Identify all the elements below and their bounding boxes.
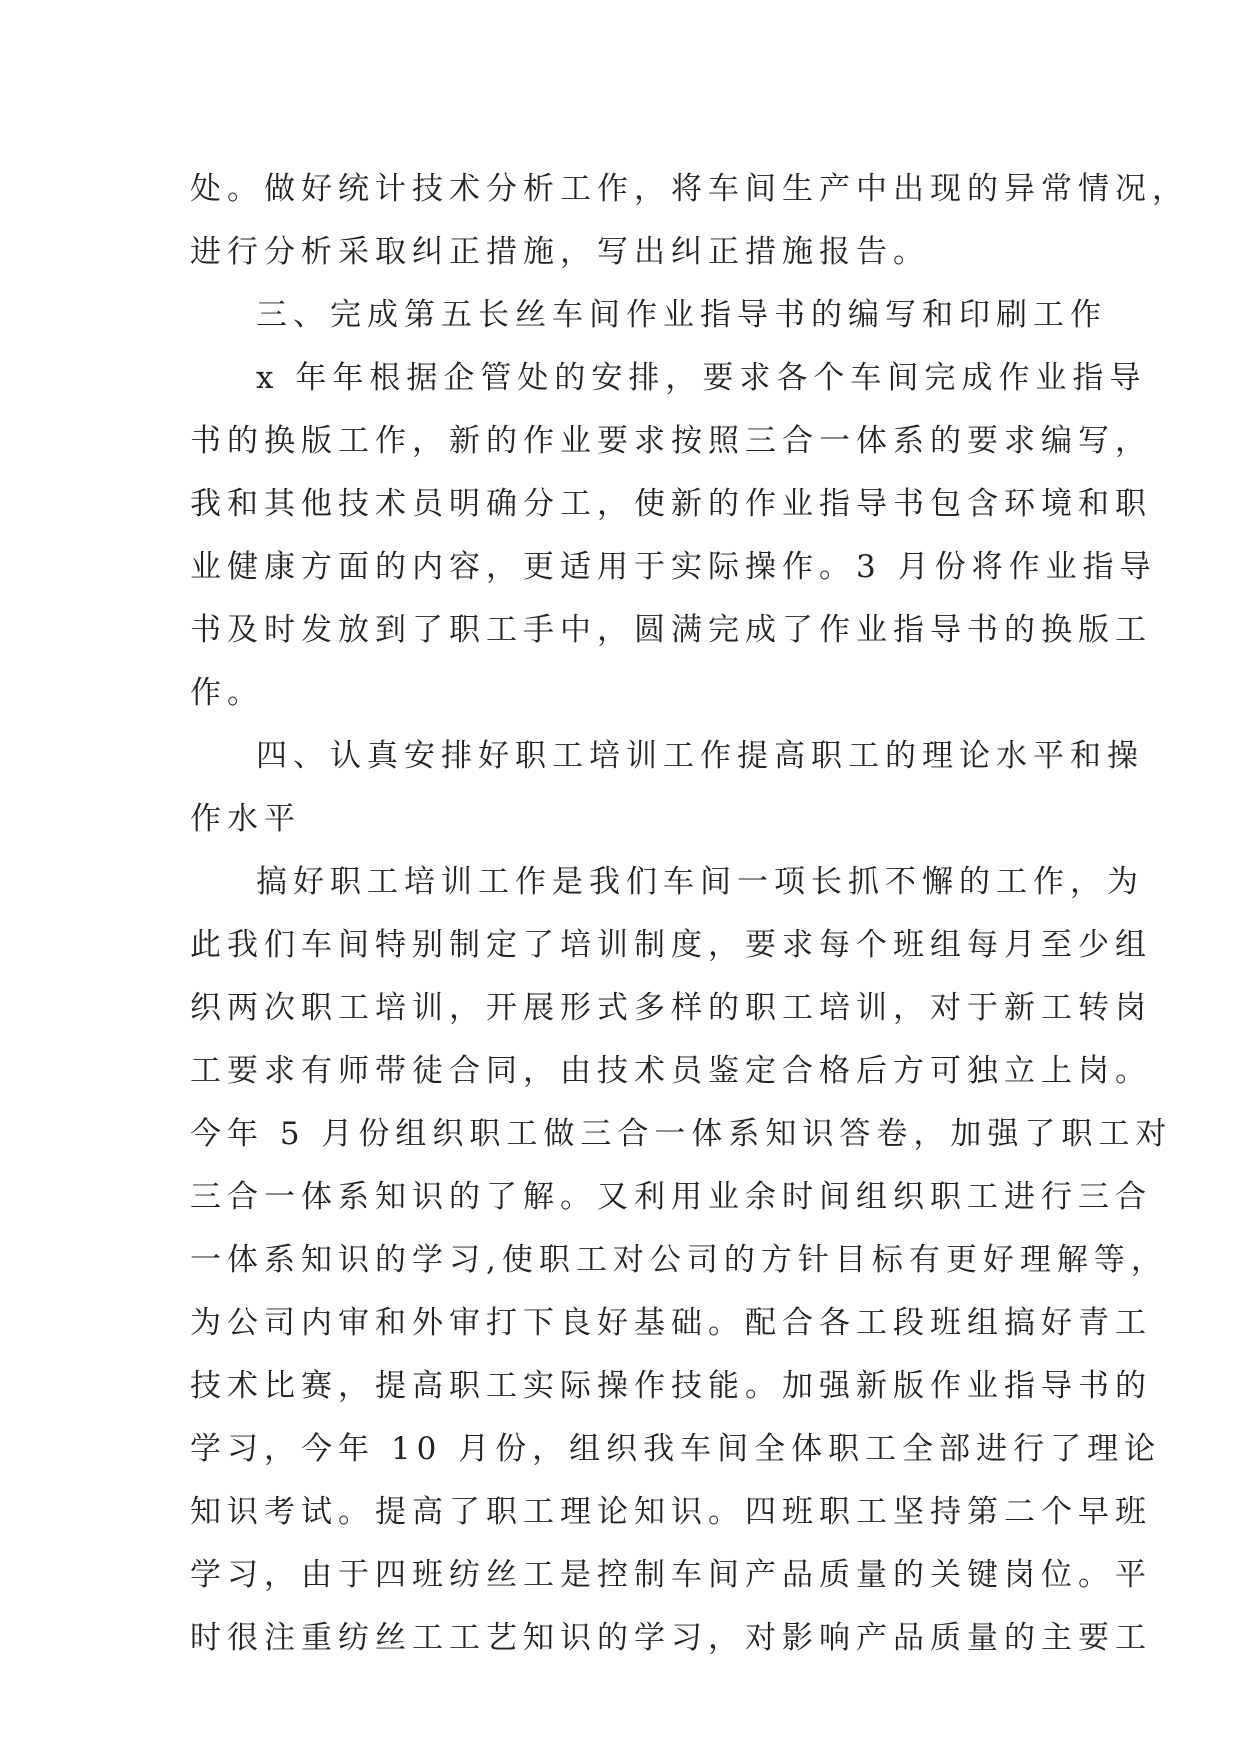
- text-line: 书及时发放到了职工手中，圆满完成了作业指导书的换版工: [190, 612, 1152, 648]
- text-line: 今年 5 月份组织职工做三合一体系知识答卷，加强了职工对: [190, 1116, 1173, 1152]
- document-body: [190, 158, 1189, 1670]
- text-line: 我和其他技术员明确分工，使新的作业指导书包含环境和职: [190, 486, 1152, 522]
- section-heading: 三、完成第五长丝车间作业指导书的编写和印刷工作: [256, 297, 1107, 333]
- text-line: 为公司内审和外审打下良好基础。配合各工段班组搞好青工: [190, 1305, 1152, 1341]
- text-line: 书的换版工作，新的作业要求按照三合一体系的要求编写，: [190, 423, 1152, 459]
- text-line: 此我们车间特别制定了培训制度，要求每个班组每月至少组: [190, 927, 1152, 963]
- paragraph-start: x 年年根据企管处的安排，要求各个车间完成作业指导: [256, 360, 1147, 396]
- section-heading-continuation: 作水平: [190, 801, 301, 837]
- text-line: 处。做好统计技术分析工作，将车间生产中出现的异常情况，: [190, 171, 1189, 207]
- text-line: 一体系知识的学习,使职工对公司的方针目标有更好理解等，: [190, 1242, 1168, 1278]
- text-line: 时很注重纺丝工工艺知识的学习，对影响产品质量的主要工: [190, 1620, 1152, 1656]
- text-line: 学习，由于四班纺丝工是控制车间产品质量的关键岗位。平: [190, 1557, 1152, 1593]
- paragraph-start: 搞好职工培训工作是我们车间一项长抓不懈的工作，为: [256, 864, 1144, 900]
- text-line: 进行分析采取纠正措施，写出纠正措施报告。: [190, 234, 930, 270]
- text-line: 业健康方面的内容，更适用于实际操作。3 月份将作业指导: [190, 549, 1157, 585]
- text-line: 工要求有师带徒合同，由技术员鉴定合格后方可独立上岗。: [190, 1053, 1152, 1089]
- text-line: 技术比赛，提高职工实际操作技能。加强新版作业指导书的: [190, 1368, 1152, 1404]
- text-line: 学习，今年 10 月份，组织我车间全体职工全部进行了理论: [190, 1431, 1162, 1467]
- section-heading: 四、认真安排好职工培训工作提高职工的理论水平和操: [256, 738, 1144, 774]
- text-line: 作。: [190, 675, 264, 711]
- text-line: 三合一体系知识的了解。又利用业余时间组织职工进行三合: [190, 1179, 1152, 1215]
- text-line: 知识考试。提高了职工理论知识。四班职工坚持第二个早班: [190, 1494, 1152, 1530]
- text-line: 织两次职工培训，开展形式多样的职工培训，对于新工转岗: [190, 990, 1152, 1026]
